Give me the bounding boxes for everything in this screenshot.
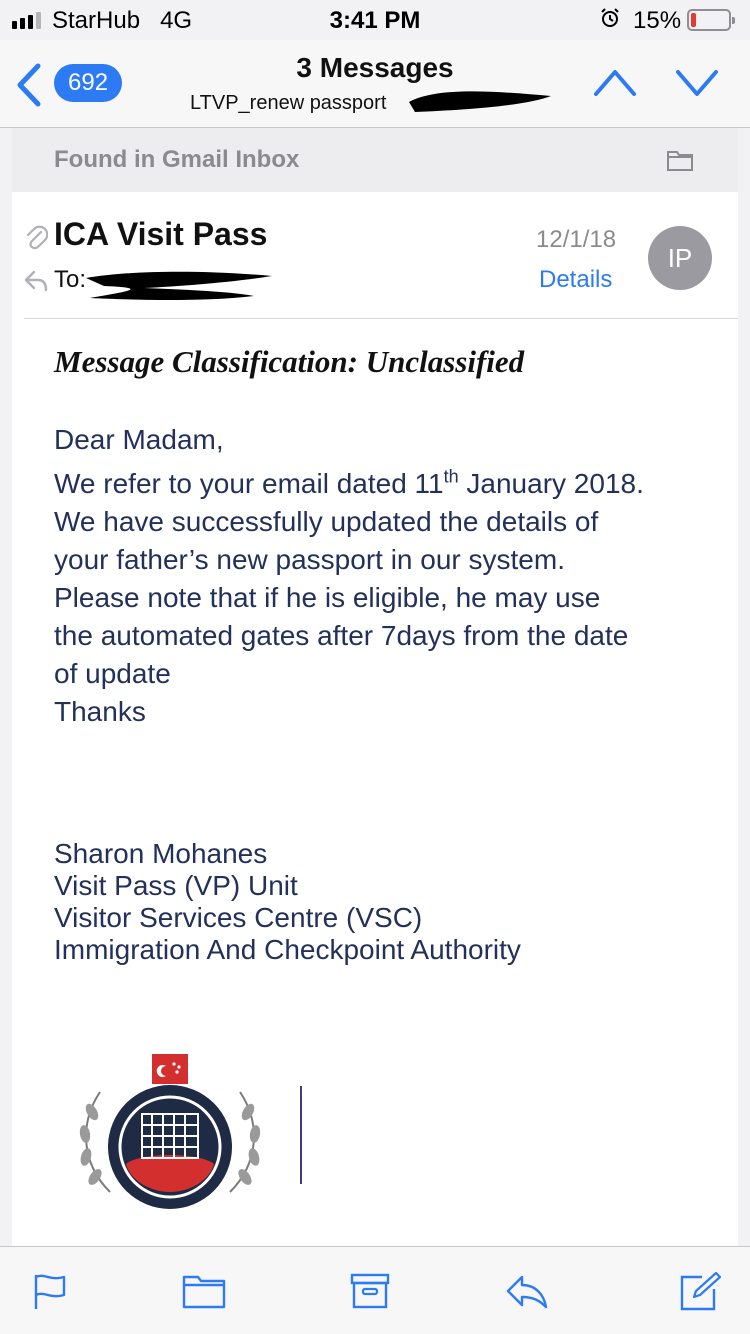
signature-centre: Visitor Services Centre (VSC)	[54, 902, 423, 933]
body-thanks: Thanks	[54, 696, 146, 727]
back-count-badge[interactable]: 692	[54, 64, 122, 102]
bottom-toolbar	[0, 1246, 750, 1334]
ica-logo	[70, 1052, 270, 1222]
found-in-banner	[12, 128, 738, 192]
sender-avatar[interactable]: IP	[648, 226, 712, 290]
status-bar	[0, 0, 750, 40]
signature-divider	[300, 1086, 302, 1184]
body-line: your father’s new passport in our system.	[54, 544, 565, 575]
folder-icon[interactable]	[182, 1271, 226, 1311]
carrier-label: StarHub 4G	[52, 7, 193, 34]
body-line: of update	[54, 658, 171, 689]
recipient-label: To:	[54, 266, 87, 293]
alarm-icon	[600, 8, 620, 28]
battery-percent: 15%	[633, 7, 682, 34]
folder-icon[interactable]	[666, 148, 694, 172]
compose-icon[interactable]	[678, 1271, 722, 1311]
message-card	[12, 192, 738, 1246]
paperclip-icon	[24, 224, 48, 252]
redaction-mark	[405, 86, 555, 116]
clock: 3:41 PM	[329, 7, 421, 34]
flag-icon[interactable]	[28, 1271, 72, 1311]
body-line: We refer to your email dated 11th January 2018.	[54, 466, 644, 499]
details-link[interactable]: Details	[539, 266, 613, 293]
battery-icon	[687, 9, 731, 31]
body-line: We have successfully updated the details of	[54, 506, 599, 537]
archive-icon[interactable]	[348, 1271, 392, 1311]
redaction-mark	[84, 264, 274, 304]
chevron-down-icon[interactable]	[674, 64, 720, 100]
reply-icon[interactable]	[504, 1271, 548, 1311]
body-greeting: Dear Madam,	[54, 424, 224, 455]
signature-unit: Visit Pass (VP) Unit	[54, 870, 298, 901]
message-classification: Message Classification: Unclassified	[54, 344, 525, 379]
thread-title: 3 Messages	[296, 52, 454, 83]
signature-authority: Immigration And Checkpoint Authority	[54, 934, 521, 965]
body-line: the automated gates after 7days from the date	[54, 620, 629, 651]
header-divider	[24, 318, 738, 319]
message-subject: ICA Visit Pass	[54, 216, 268, 252]
body-line: Please note that if he is eligible, he may use	[54, 582, 601, 613]
reply-indicator-icon	[24, 266, 48, 294]
chevron-up-icon[interactable]	[592, 64, 638, 100]
signature-name: Sharon Mohanes	[54, 838, 268, 869]
message-date: 12/1/18	[536, 226, 617, 253]
thread-subtitle: LTVP_renew passport	[190, 92, 387, 114]
found-in-label: Found in Gmail Inbox	[54, 146, 300, 173]
